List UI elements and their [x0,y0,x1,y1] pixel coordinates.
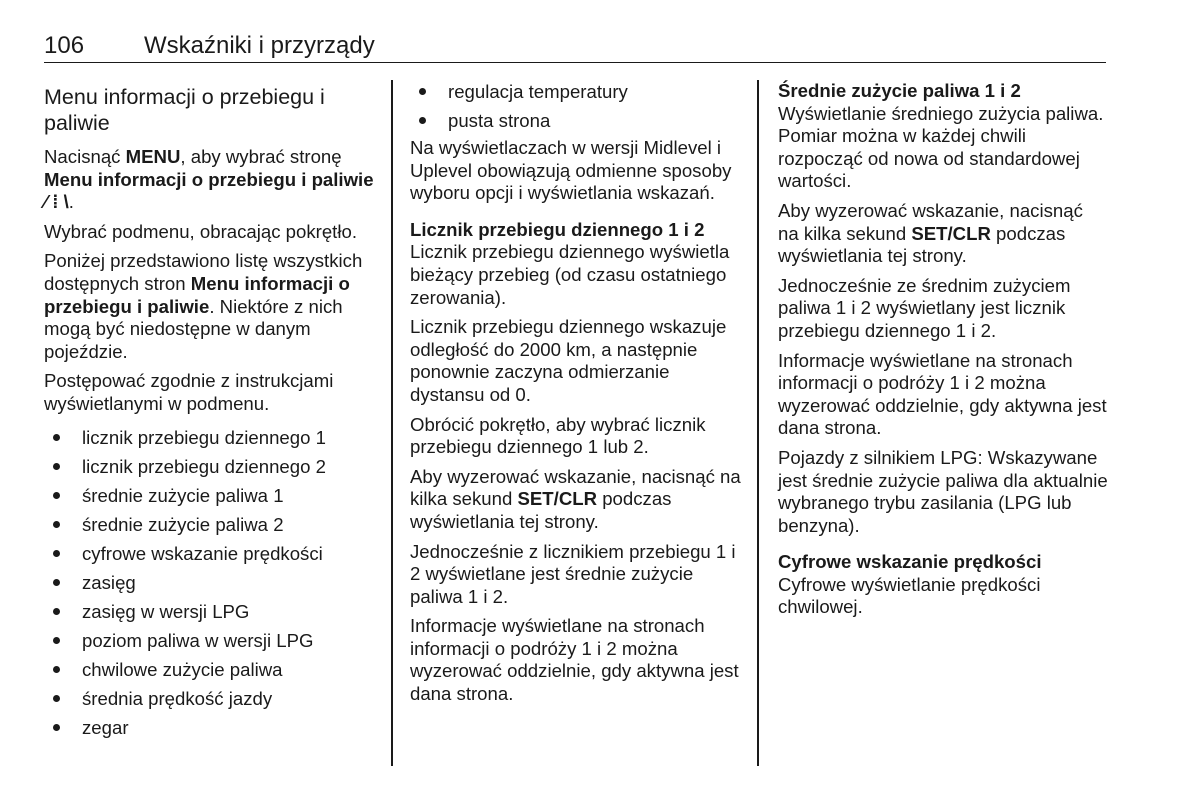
list-item: zasięg [44,568,374,597]
paragraph: Na wyświetlaczach w wersji Midlevel i Uplevel obowiązują odmienne sposoby wyboru opcji i wyświetlania wskazań. [410,137,732,204]
page-number: 106 [44,32,85,59]
section-heading: Menu informacji o przebiegu i paliwie [44,85,325,135]
column-divider [391,80,393,766]
paragraph: Jednocześnie ze średnim zużyciem paliwa 1 i 2 wyświetlany jest licznik przebiegu dziennego 1 i 2. [778,274,1071,341]
paragraph: Nacisnąć MENU, aby wybrać stronę Menu informacji o przebiegu i paliwie ⁄ ⁞ \. [44,146,374,213]
paragraph: Wybrać podmenu, obracając pokrętło. [44,220,357,242]
list-item: zegar [44,713,374,742]
paragraph: Licznik przebiegu dziennego wyświetla bieżący przebieg (od czasu ostatniego zerowania). [410,241,730,308]
paragraph: Poniżej przedstawiono listę wszystkich dostępnych stron Menu informacji o przebiegu i paliwie. Niektóre z nich mogą być niedostępne w danym pojeździe. [44,250,363,362]
list-item: zasięg w wersji LPG [44,597,374,626]
column-divider [757,80,759,766]
list-item: pusta strona [410,106,745,135]
paragraph: Cyfrowe wyświetlanie prędkości chwilowej. [778,573,1041,618]
list-item: regulacja temperatury [410,77,745,106]
paragraph: Informacje wyświetlane na stronach informacji o podróży 1 i 2 można wyzerować oddzielnie, gdy aktywna jest dana strona. [410,615,739,705]
paragraph: Pojazdy z silnikiem LPG: Wskazywane jest średnie zużycie paliwa dla aktualnie wybranego trybu zasilania (LPG lub benzyna). [778,446,1108,536]
list-item: średnia prędkość jazdy [44,684,374,713]
pages-list [44,423,374,742]
subsection-heading: Licznik przebiegu dziennego 1 i 2 [410,218,705,240]
column-2 [410,80,745,713]
paragraph: Aby wyzerować wskazanie, nacisnąć na kilka sekund SET/CLR podczas wyświetlania tej strony. [410,465,741,532]
list-item: średnie zużycie paliwa 1 [44,481,374,510]
trip-info-icon: ⁄ ⁞ \ [44,191,69,213]
list-item: chwilowe zużycie paliwa [44,655,374,684]
paragraph: Wyświetlanie średniego zużycia paliwa. Pomiar można w każdej chwili rozpocząć od nowa od standardowej wartości. [778,102,1104,192]
subsection-heading: Średnie zużycie paliwa 1 i 2 [778,80,1021,101]
page-header [44,30,1106,63]
list-item: poziom paliwa w wersji LPG [44,626,374,655]
list-item: średnie zużycie paliwa 2 [44,510,374,539]
paragraph: Informacje wyświetlane na stronach informacji o podróży 1 i 2 można wyzerować oddzielnie, gdy aktywna jest dana strona. [778,349,1107,439]
paragraph: Licznik przebiegu dziennego wskazuje odległość do 2000 km, a następnie ponownie zaczyna odmierzanie dystansu od 0. [410,316,727,405]
paragraph: Aby wyzerować wskazanie, nacisnąć na kilka sekund SET/CLR podczas wyświetlania tej strony. [778,199,1083,267]
paragraph: Obrócić pokrętło, aby wybrać licznik przebiegu dziennego 1 lub 2. [410,413,706,458]
page-title: Wskaźniki i przyrządy [144,32,375,59]
subsection-heading: Cyfrowe wskazanie prędkości [778,551,1042,573]
pages-list-continued [410,77,745,135]
paragraph: Postępować zgodnie z instrukcjami wyświetlanymi w podmenu. [44,370,334,414]
list-item: licznik przebiegu dziennego 1 [44,423,374,452]
list-item: cyfrowe wskazanie prędkości [44,539,374,568]
list-item: licznik przebiegu dziennego 2 [44,452,374,481]
paragraph: Jednocześnie z licznikiem przebiegu 1 i 2 wyświetlane jest średnie zużycie paliwa 1 i 2. [410,540,736,607]
column-1 [44,80,374,742]
column-3 [778,80,1108,626]
